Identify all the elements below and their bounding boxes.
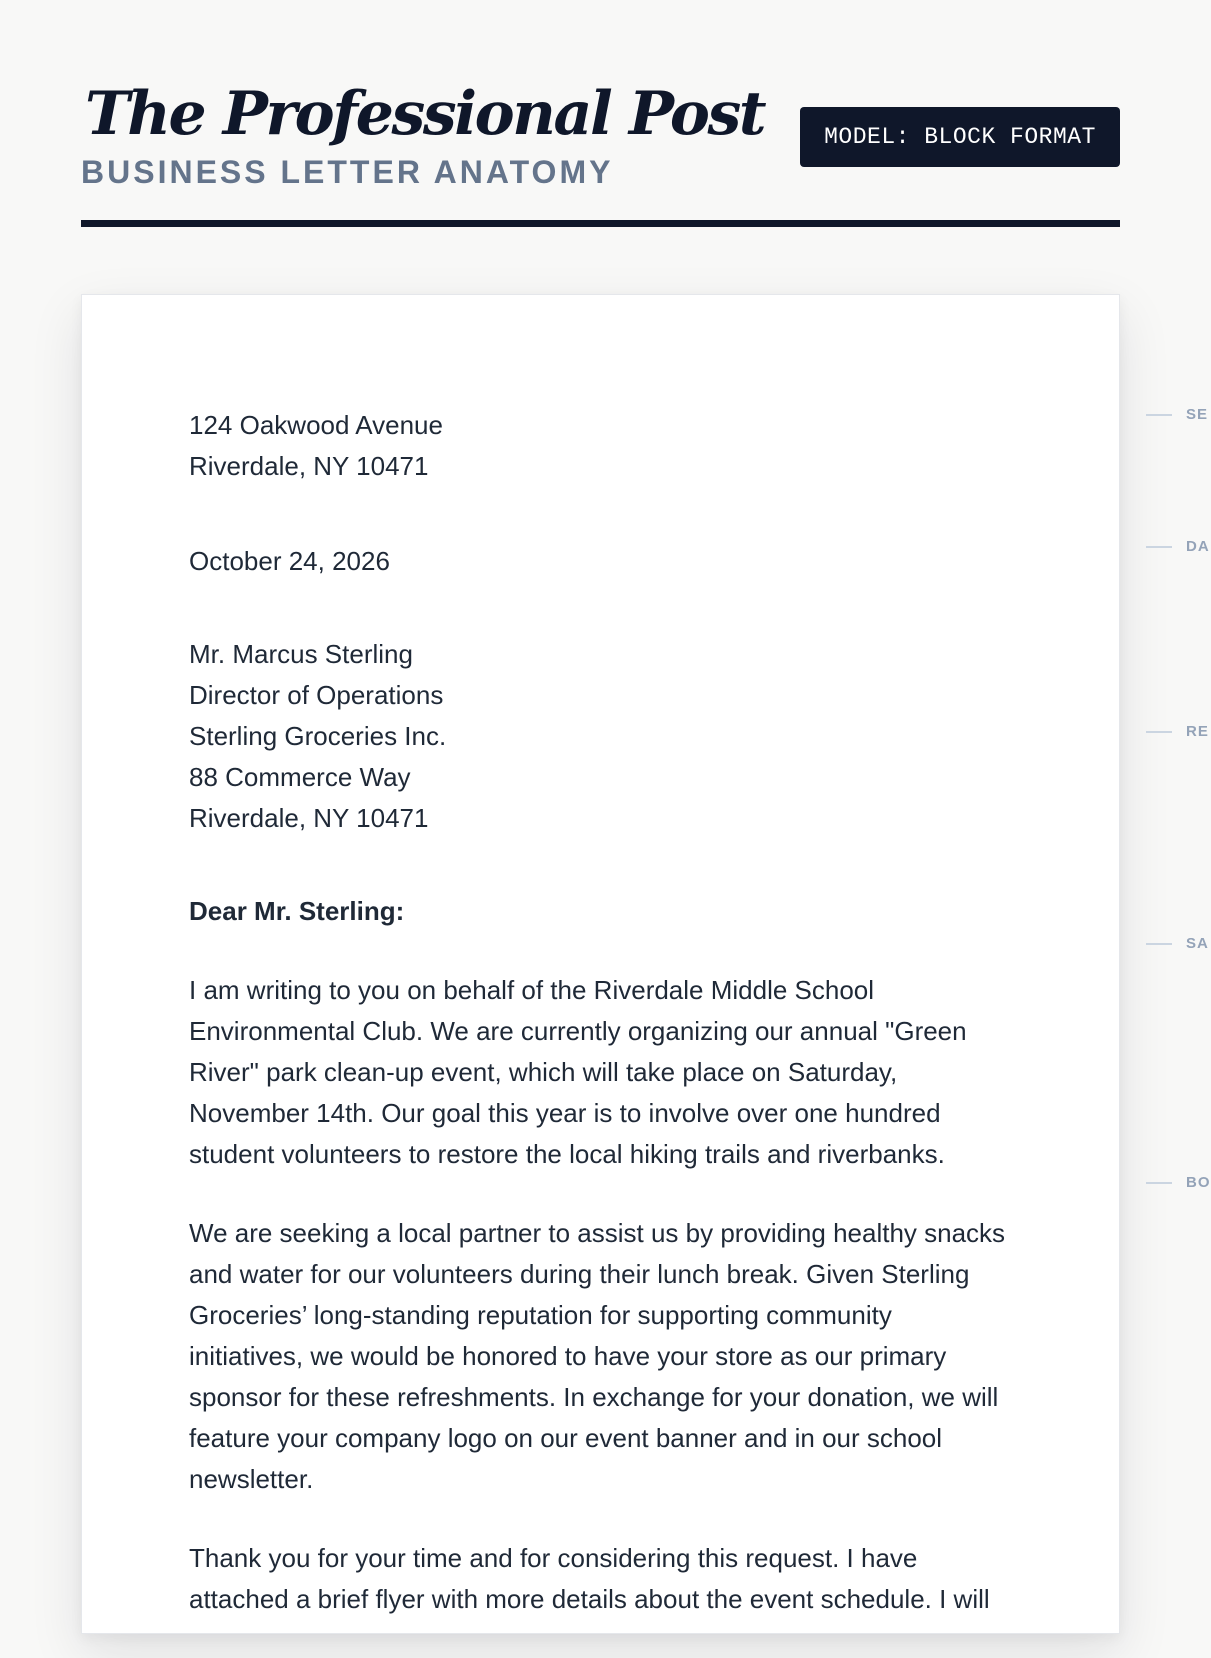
body-paragraph	[189, 1213, 1019, 1500]
body-line: student volunteers to restore the local hiking trails and riverbanks.	[189, 1139, 945, 1169]
inside-address	[189, 634, 1019, 839]
model-badge: MODEL: BLOCK FORMAT	[800, 107, 1120, 167]
annotation-label: BO	[1186, 1174, 1211, 1191]
body-line: November 14th. Our goal this year is to involve over one hundred	[189, 1098, 941, 1128]
body-line: Environmental Club. We are currently organizing our annual "Green	[189, 1016, 967, 1046]
annotation-label: SE	[1186, 406, 1209, 423]
body-line: sponsor for these refreshments. In exchange for your donation, we will	[189, 1382, 999, 1412]
sender-address-line: Riverdale, NY 10471	[189, 451, 429, 481]
margin-annotation-sender	[1146, 405, 1209, 425]
sender-address	[189, 405, 1019, 487]
annotation-tick	[1146, 414, 1172, 416]
recipient-line: Mr. Marcus Sterling	[189, 639, 413, 669]
recipient-line: Director of Operations	[189, 680, 444, 710]
masthead	[81, 0, 1120, 228]
margin-annotation-recipient	[1146, 722, 1209, 742]
body-line: attached a brief flyer with more details about the event schedule. I will	[189, 1584, 990, 1614]
body-line: We are seeking a local partner to assist us by providing healthy snacks	[189, 1218, 1006, 1248]
body-line: feature your company logo on our event banner and in our school	[189, 1423, 943, 1453]
annotation-label: RE	[1186, 723, 1209, 740]
recipient-line: 88 Commerce Way	[189, 762, 411, 792]
margin-annotation-date	[1146, 537, 1210, 557]
salutation: Dear Mr. Sterling:	[189, 896, 405, 926]
annotation-tick	[1146, 546, 1172, 548]
publication-title: The Professional Post	[85, 79, 765, 149]
body-line: and water for our volunteers during their lunch break. Given Sterling	[189, 1259, 970, 1289]
annotation-tick	[1146, 731, 1172, 733]
annotation-label: DA	[1186, 538, 1210, 555]
margin-annotation-body	[1146, 1173, 1211, 1193]
annotation-tick	[1146, 943, 1172, 945]
publication-subtitle: BUSINESS LETTER ANATOMY	[81, 154, 614, 190]
sender-address-line: 124 Oakwood Avenue	[189, 410, 443, 440]
letter-sheet	[81, 294, 1120, 1634]
letter-body	[189, 405, 1019, 1658]
annotation-label: SA	[1186, 935, 1209, 952]
body-line: Groceries’ long-standing reputation for supporting community	[189, 1300, 892, 1330]
body-paragraph	[189, 1538, 1019, 1620]
masthead-divider	[81, 220, 1120, 227]
body-line: I am writing to you on behalf of the Riverdale Middle School	[189, 975, 875, 1005]
annotation-tick	[1146, 1182, 1172, 1184]
recipient-line: Sterling Groceries Inc.	[189, 721, 447, 751]
margin-annotation-salutation	[1146, 934, 1209, 954]
body-paragraph	[189, 970, 1019, 1175]
letter-date: October 24, 2026	[189, 546, 390, 576]
body-line: initiatives, we would be honored to have your store as our primary	[189, 1341, 947, 1371]
recipient-line: Riverdale, NY 10471	[189, 803, 429, 833]
body-line: River" park clean-up event, which will take place on Saturday,	[189, 1057, 898, 1087]
body-line: newsletter.	[189, 1464, 314, 1494]
body-line: Thank you for your time and for considering this request. I have	[189, 1543, 918, 1573]
